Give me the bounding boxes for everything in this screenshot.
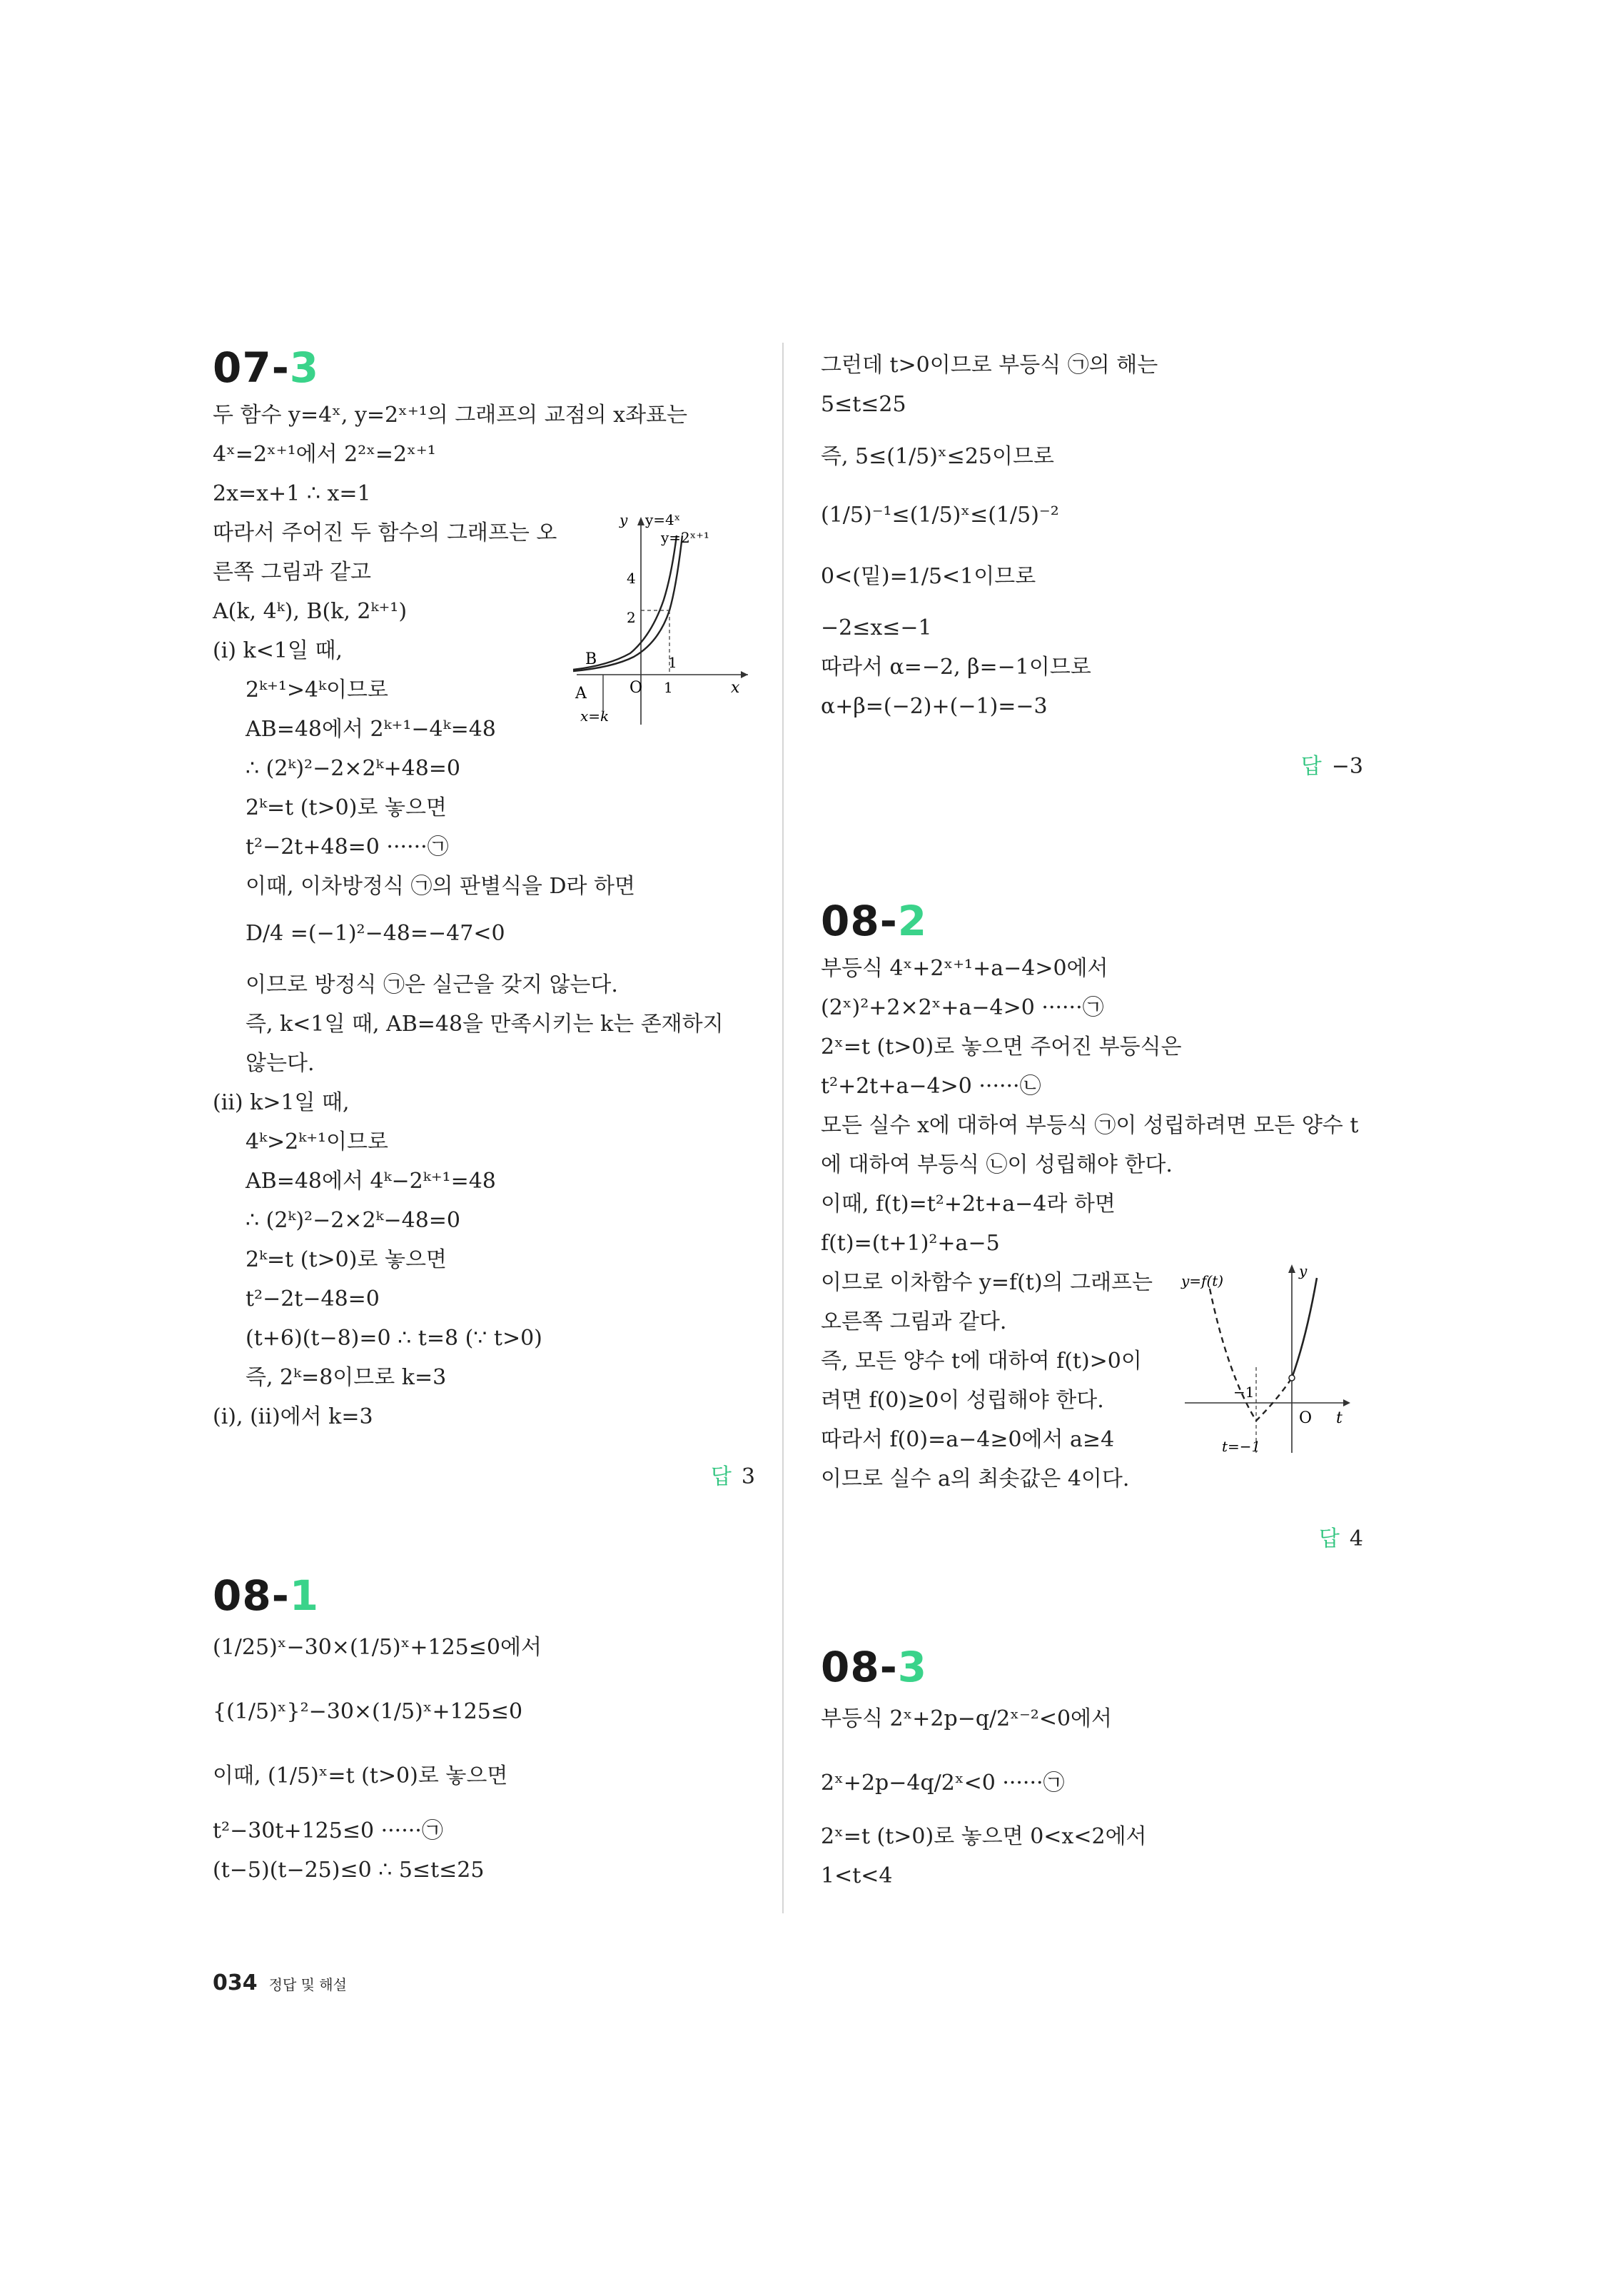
- text-line: 1<t<4: [821, 1863, 893, 1888]
- text-line: 2ˣ=t (t>0)로 놓으면 0<x<2에서: [821, 1824, 1147, 1849]
- text-line: 5≤t≤25: [821, 392, 906, 417]
- section-08-2: [821, 896, 1363, 1551]
- page-number: 034: [213, 1970, 258, 1995]
- origin-label: O: [630, 679, 643, 697]
- text-line: {(1/5)ˣ}²−30×(1/5)ˣ+125≤0: [213, 1699, 523, 1724]
- answer: 답 −3: [1300, 754, 1363, 779]
- text-line: (t−5)(t−25)≤0 ∴ 5≤t≤25: [213, 1858, 485, 1883]
- text-line: 이때, f(t)=t²+2t+a−4라 하면: [821, 1192, 1116, 1217]
- text-line: 즉, 모든 양수 t에 대하여 f(t)>0이: [821, 1349, 1142, 1374]
- text-line: (ⅱ) k>1일 때,: [213, 1090, 350, 1115]
- footer-label: 정답 및 해설: [268, 1976, 347, 1993]
- y-axis-label: y: [1299, 1262, 1308, 1279]
- quadratic-graph: [1178, 1260, 1356, 1467]
- text-line: ∴ (2ᵏ)²−2×2ᵏ+48=0: [246, 756, 461, 781]
- text-line: f(t)=(t+1)²+a−5: [821, 1231, 1000, 1256]
- tick-1: 1: [668, 654, 677, 671]
- text-line: t²−30t+125≤0 ······㉠: [213, 1818, 443, 1843]
- text-line: 이때, (1/5)ˣ=t (t>0)로 놓으면: [213, 1763, 508, 1788]
- text-line: (ⅰ), (ⅱ)에서 k=3: [213, 1404, 373, 1429]
- section-08-3: [821, 1642, 1363, 1888]
- text-line: AB=48에서 2ᵏ⁺¹−4ᵏ=48: [246, 717, 496, 742]
- text-line: (ⅰ) k<1일 때,: [213, 638, 343, 663]
- text-line: A(k, 4ᵏ), B(k, 2ᵏ⁺¹): [213, 599, 408, 624]
- text-line: 오른쪽 그림과 같다.: [821, 1309, 1007, 1334]
- text-line: 2ᵏ=t (t>0)로 놓으면: [246, 1247, 447, 1272]
- tick-4: 4: [627, 570, 636, 587]
- text-line: 려면 f(0)≥0이 성립해야 한다.: [821, 1388, 1104, 1413]
- text-line: 2ᵏ⁺¹>4ᵏ이므로: [246, 678, 388, 703]
- text-line: AB=48에서 4ᵏ−2ᵏ⁺¹=48: [246, 1169, 496, 1194]
- text-line: 즉, k<1일 때, AB=48을 만족시키는 k는 존재하지: [246, 1012, 724, 1037]
- section-08-1: [213, 1571, 755, 1883]
- page-footer: [213, 1970, 347, 1995]
- text-line: 따라서 f(0)=a−4≥0에서 a≥4: [821, 1427, 1115, 1452]
- axis-of-symmetry-label: t=−1: [1222, 1438, 1261, 1455]
- text-line: t²−2t−48=0: [246, 1287, 380, 1311]
- text-line: 이때, 이차방정식 ㉠의 판별식을 D라 하면: [246, 874, 635, 899]
- text-line: 2ˣ+2p−4q/2ˣ<0 ······㉠: [821, 1771, 1065, 1796]
- section-title: 08-2: [821, 897, 928, 945]
- text-line: 모든 실수 x에 대하여 부등식 ㉠이 성립하려면 모든 양수 t: [821, 1113, 1359, 1138]
- tick-1-x: 1: [664, 679, 673, 696]
- section-title: 07-3: [213, 343, 320, 392]
- text-line: 따라서 α=−2, β=−1이므로: [821, 655, 1091, 680]
- text-line: 이므로 이차함수 y=f(t)의 그래프는: [821, 1270, 1153, 1295]
- text-line: 2ˣ=t (t>0)로 놓으면 주어진 부등식은: [821, 1034, 1182, 1059]
- answer: 답 3: [710, 1464, 755, 1489]
- text-line: 않는다.: [246, 1051, 315, 1076]
- answer: 답 4: [1318, 1526, 1363, 1551]
- curve-4x-label: y=4ˣ: [645, 514, 681, 528]
- text-line: 이므로 실수 a의 최솟값은 4이다.: [821, 1466, 1130, 1491]
- y-axis-label: y: [620, 514, 628, 528]
- origin-label: O: [1299, 1409, 1313, 1427]
- text-line: 부등식 4ˣ+2ˣ⁺¹+a−4>0에서: [821, 956, 1108, 981]
- text-line: 2x=x+1 ∴ x=1: [213, 481, 371, 506]
- section-title: 08-3: [821, 1643, 928, 1691]
- text-line: 즉, 2ᵏ=8이므로 k=3: [246, 1365, 447, 1390]
- curve-label: y=f(t): [1181, 1272, 1224, 1289]
- x-axis-label: t: [1336, 1409, 1343, 1427]
- text-line: (2ˣ)²+2×2ˣ+a−4>0 ······㉠: [821, 995, 1104, 1020]
- text-line: 즉, 5≤(1/5)ˣ≤25이므로: [821, 444, 1054, 469]
- tick-minus-1: −1: [1233, 1384, 1255, 1401]
- text-line: 두 함수 y=4ˣ, y=2ˣ⁺¹의 그래프의 교점의 x좌표는: [213, 403, 688, 428]
- text-line: −2≤x≤−1: [821, 615, 932, 640]
- text-line: D/4 =(−1)²−48=−47<0: [246, 921, 505, 946]
- text-line: 4ᵏ>2ᵏ⁺¹이므로: [246, 1129, 388, 1154]
- column-divider: [782, 343, 784, 1913]
- x-k-label: x=k: [580, 708, 610, 725]
- curve-2x1-label: y=2ˣ⁺¹: [661, 529, 709, 546]
- tick-2: 2: [627, 609, 636, 626]
- text-line: 0<(밑)=1/5<1이므로: [821, 564, 1036, 589]
- x-axis-label: x: [731, 679, 740, 697]
- text-line: (1/25)ˣ−30×(1/5)ˣ+125≤0에서: [213, 1635, 542, 1660]
- text-line: (1/5)⁻¹≤(1/5)ˣ≤(1/5)⁻²: [821, 503, 1059, 528]
- exponential-graph: [570, 514, 755, 728]
- point-b-label: B: [585, 650, 597, 668]
- point-a-label: A: [575, 685, 587, 703]
- text-line: 4ˣ=2ˣ⁺¹에서 2²ˣ=2ˣ⁺¹: [213, 442, 436, 467]
- text-line: t²+2t+a−4>0 ······㉡: [821, 1074, 1041, 1099]
- text-line: 따라서 주어진 두 함수의 그래프는 오: [213, 520, 557, 545]
- text-line: (t+6)(t−8)=0 ∴ t=8 (∵ t>0): [246, 1326, 542, 1351]
- text-line: 른쪽 그림과 같고: [213, 560, 371, 585]
- text-line: ∴ (2ᵏ)²−2×2ᵏ−48=0: [246, 1208, 461, 1233]
- text-line: 에 대하여 부등식 ㉡이 성립해야 한다.: [821, 1152, 1173, 1177]
- text-line: 이므로 방정식 ㉠은 실근을 갖지 않는다.: [246, 972, 618, 997]
- text-line: 2ᵏ=t (t>0)로 놓으면: [246, 795, 447, 820]
- section-07-3: [213, 343, 755, 1489]
- text-line: 부등식 2ˣ+2p−q/2ˣ⁻²<0에서: [821, 1706, 1113, 1731]
- section-title: 08-1: [213, 1571, 320, 1620]
- text-line: α+β=(−2)+(−1)=−3: [821, 694, 1048, 719]
- text-line: 그런데 t>0이므로 부등식 ㉠의 해는: [821, 353, 1158, 378]
- text-line: t²−2t+48=0 ······㉠: [246, 835, 449, 860]
